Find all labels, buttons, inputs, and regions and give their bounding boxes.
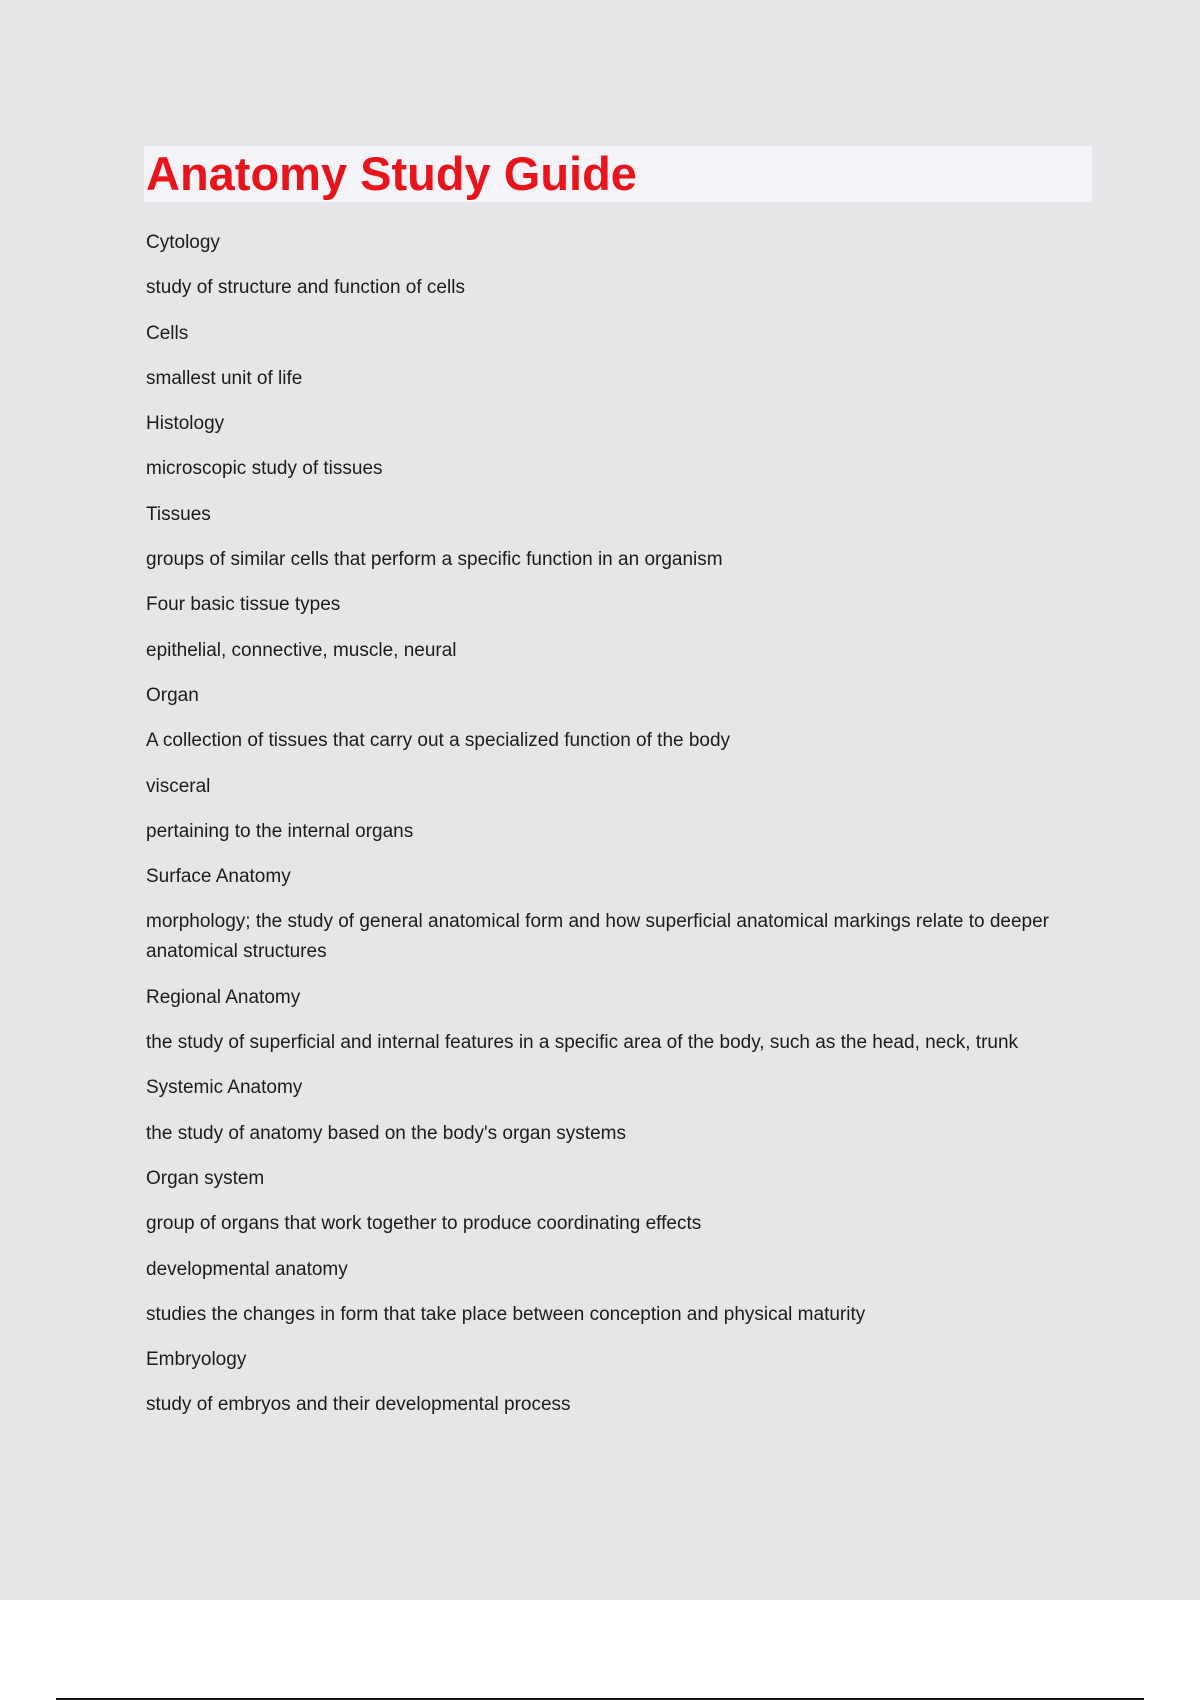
definition: study of embryos and their developmental process: [146, 1394, 571, 1416]
definition: groups of similar cells that perform a specific function in an organism: [146, 549, 723, 571]
term: Regional Anatomy: [146, 986, 301, 1008]
definition: morphology; the study of general anatomical form and how superficial anatomical markings relate to deeper anatomical structures: [146, 911, 1049, 963]
term: Cells: [146, 322, 189, 344]
term: developmental anatomy: [146, 1258, 348, 1280]
definition: epithelial, connective, muscle, neural: [146, 639, 457, 661]
study-guide-list: [146, 228, 1086, 1436]
definition: pertaining to the internal organs: [146, 820, 414, 842]
term: Four basic tissue types: [146, 594, 341, 616]
term: Cytology: [146, 232, 220, 253]
page-title: Anatomy Study Guide: [146, 147, 637, 200]
term: Surface Anatomy: [146, 866, 291, 888]
definition: studies the changes in form that take place between conception and physical maturity: [146, 1303, 866, 1325]
term: Histology: [146, 413, 225, 435]
definition: smallest unit of life: [146, 367, 303, 389]
definition: the study of superficial and internal features in a specific area of the body, such as the head, neck, trunk: [146, 1032, 1019, 1054]
definition: the study of anatomy based on the body's organ systems: [146, 1122, 626, 1144]
term: Systemic Anatomy: [146, 1077, 303, 1099]
term: Organ: [146, 684, 199, 706]
term: Embryology: [146, 1349, 247, 1371]
definition: microscopic study of tissues: [146, 458, 383, 480]
definition: group of organs that work together to produce coordinating effects: [146, 1213, 702, 1235]
definition: A collection of tissues that carry out a specialized function of the body: [146, 730, 731, 752]
term: Tissues: [146, 503, 211, 525]
term: Organ system: [146, 1167, 265, 1189]
definition: study of structure and function of cells: [146, 277, 465, 299]
term: visceral: [146, 775, 211, 797]
